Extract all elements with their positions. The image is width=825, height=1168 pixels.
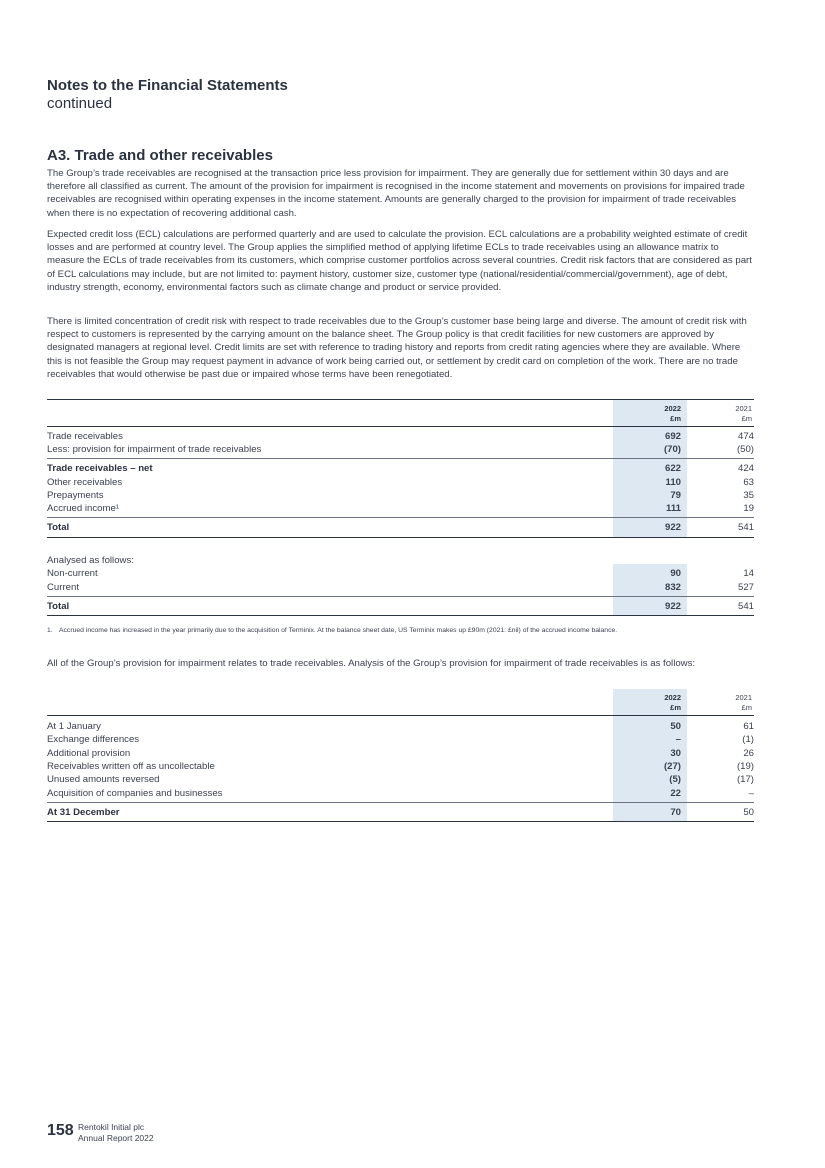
column-header-2022: 2022 £m [664,693,681,712]
report-name: Rentokil Initial plc Annual Report 2022 [78,1122,154,1143]
paragraph-trade-receivables: The Group’s trade receivables are recognised at the transaction price less provision for impairment. They are generally due for settlement within 30 days and are therefore all classified as current. The amount of the provision for impairment is recognised in the income statement and movements on provisions for impaired trade receivables are recognised within operating expenses in the income statement. Amounts are generally charged to the provision for impairment of trade receivables when there is no expectation of recovering additional cash. [47,168,745,219]
table-row: Trade receivables 692 474 [47,431,754,442]
table-row: Other receivables 110 63 [47,477,754,488]
column-header-2021: 2021 £m [735,693,752,712]
header-rule [47,715,754,716]
paragraph-credit-risk: There is limited concentration of credit risk with respect to trade receivables due to the Group’s customer base being large and diverse. The amount of credit risk with respect to customers is represented by the carrying amount on the balance sheet. The Group policy is that credit facilities for new customers are approved by designated managers at regional level. Credit limits are set with reference to trading history and reports from credit rating agencies where they are available. Where this is not feasible the Group may request payment in advance of work being carried out, or settlement by credit card on completion of the work. There are no trade receivables that would otherwise be past due or impaired whose terms have been renegotiated. [47,316,747,380]
page-number: 158 [47,1122,74,1139]
row-rule [47,458,754,459]
table-row: Unused amounts reversed (5) (17) [47,774,754,785]
table-row: Additional provision 30 26 [47,748,754,759]
table-row-total: At 31 December 70 50 [47,807,754,818]
table-row: Receivables written off as uncollectable (27) (19) [47,761,754,772]
row-rule [47,517,754,518]
paragraph-ecl: Expected credit loss (ECL) calculations are performed quarterly and are used to calculate the provision. ECL calculations are a probability weighted estimate of credit losses and are performed at country level. The Group applies the simplified method of applying lifetime ECLs to trade receivables using an allowance matrix to measure the ECLs of trade receivables from its customers, which comprise customer portfolios across several countries. Credit risk factors that are considered as part of ECL calculations may include, but are not limited to: payment history, customer size, customer type (national/residential/commercial/government), age of debt, industry strength, economy, environmental factors such as climate change and product or service provided. [47,229,752,293]
paragraph-provision-intro: All of the Group’s provision for impairment relates to trade receivables. Analysis of the Group’s provision for impairment of trade receivables is as follows: [47,658,696,669]
table-row: Less: provision for impairment of trade receivables (70) (50) [47,444,754,455]
total-rule [47,615,754,616]
row-rule [47,802,754,803]
table-row: Accrued income¹ 111 19 [47,503,754,514]
table-row: Prepayments 79 35 [47,490,754,501]
table-row: Trade receivables – net 622 424 [47,463,754,474]
header-rule [47,426,754,427]
section-title: A3. Trade and other receivables [47,147,273,164]
table-top-rule [47,399,754,400]
table-row: Current 832 527 [47,582,754,593]
table-row: Exchange differences – (1) [47,734,754,745]
table-row: Acquisition of companies and businesses 22 – [47,788,754,799]
table-row: Non-current 90 14 [47,568,754,579]
table-row-total: Total 922 541 [47,601,754,612]
table-row: At 1 January 50 61 [47,721,754,732]
column-header-2021: 2021 £m [735,404,752,423]
table-row-total: Total 922 541 [47,522,754,533]
total-rule [47,821,754,822]
column-header-2022: 2022 £m [664,404,681,423]
page-subtitle: continued [47,95,113,112]
row-rule [47,596,754,597]
total-rule [47,537,754,538]
table-row: Analysed as follows: [47,555,134,566]
page-title: Notes to the Financial Statements [47,77,288,94]
